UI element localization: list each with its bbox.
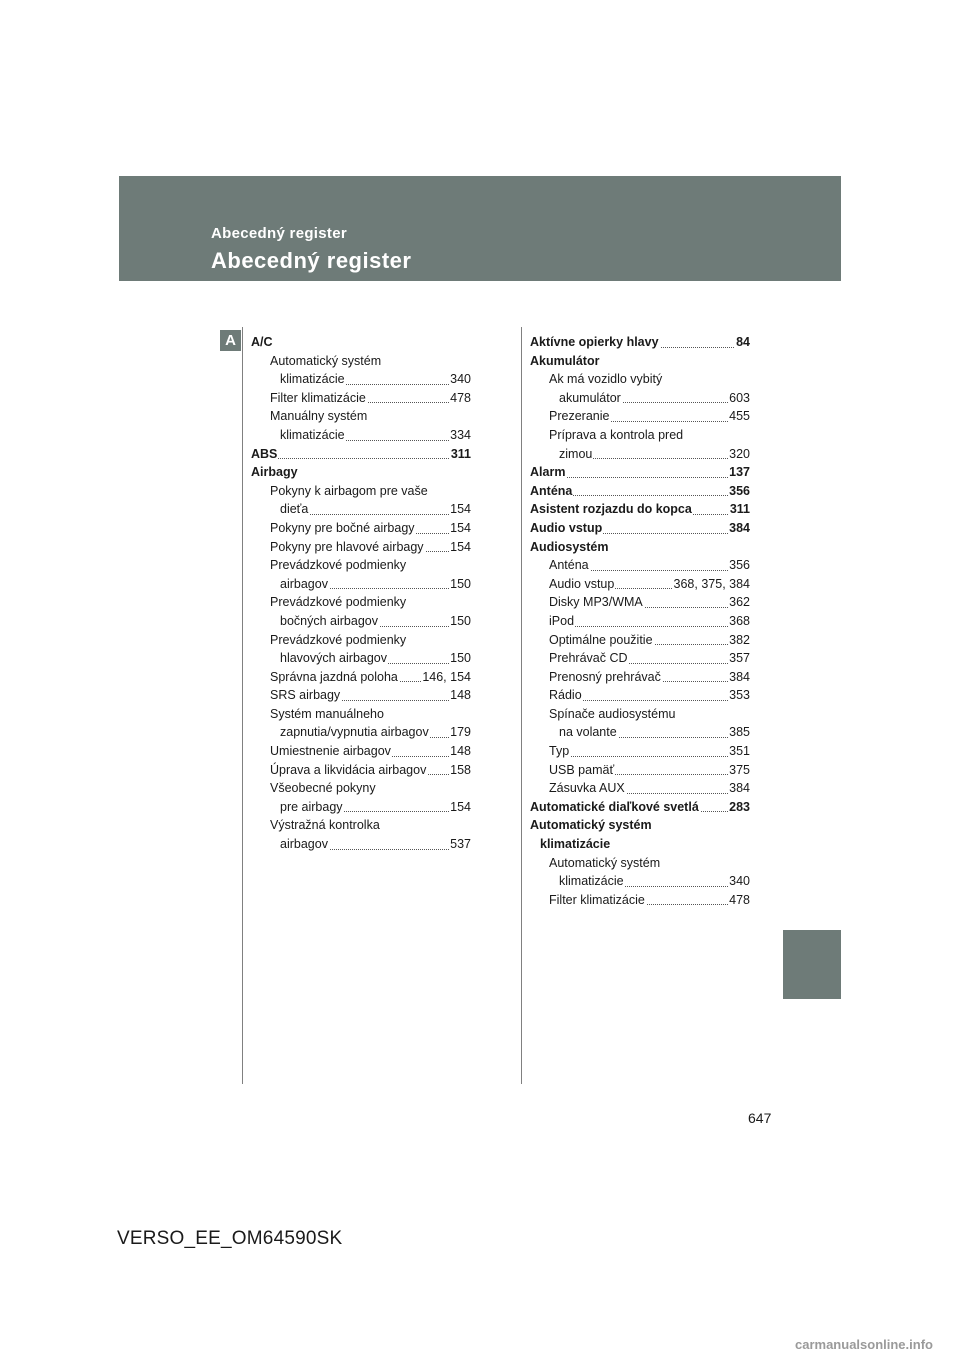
index-entry [549,742,750,761]
index-entry [270,407,471,426]
index-entry-term: airbagov [280,575,329,594]
index-entry-term: Pokyny k airbagom pre vaše [270,482,429,501]
dot-leader [251,458,471,459]
index-entry-page: 283 [728,798,750,817]
index-entry-term: Pokyny pre bočné airbagy [270,519,416,538]
index-entry [530,482,750,501]
index-entry [270,593,471,612]
index-entry-page: 357 [728,649,750,668]
index-entry [549,649,750,668]
index-entry-page: 362 [728,593,750,612]
index-entry-term: Rádio [549,686,583,705]
index-entry-term: Všeobecné pokyny [270,779,377,798]
index-entry-term: Pokyny pre hlavové airbagy [270,538,425,557]
index-entry-term: Zásuvka AUX [549,779,626,798]
index-entry [280,798,471,817]
index-entry-term: zapnutia/vypnutia airbagov [280,723,430,742]
index-entry [270,389,471,408]
index-entry-page: 353 [728,686,750,705]
section-header [119,176,841,281]
index-entry-term: Ak má vozidlo vybitý [549,370,663,389]
index-entry-term: klimatizácie [280,370,346,389]
index-entry-page: 340 [449,370,471,389]
index-entry [549,612,750,631]
index-entry-term: USB pamäť [549,761,615,780]
index-entry-page: 340 [728,872,750,891]
index-entry-page: 375 [728,761,750,780]
dot-leader [549,756,750,757]
index-entry-term: ABS [251,445,278,464]
index-entry [549,426,750,445]
index-entry-term: Airbagy [251,463,299,482]
index-entry-term: Systém manuálneho [270,705,385,724]
index-entry [559,389,750,408]
index-entry-page: 455 [728,407,750,426]
index-entry [549,705,750,724]
index-entry [549,761,750,780]
index-entry-term: hlavových airbagov [280,649,388,668]
index-entry-term: Automatický systém [270,352,382,371]
index-entry [530,538,750,557]
index-column-left [251,333,471,854]
index-entry-page: 137 [728,463,750,482]
index-entry-page: 148 [449,686,471,705]
index-entry-term: Automatické diaľkové svetlá [530,798,700,817]
index-entry-term: airbagov [280,835,329,854]
index-entry-term: Umiestnenie airbagov [270,742,392,761]
page-number: 647 [748,1110,772,1126]
index-entry [270,538,471,557]
index-column-right [530,333,750,909]
index-entry-term: Aktívne opierky hlavy [530,333,660,352]
index-entry [530,352,750,371]
section-side-tab [783,930,841,999]
index-entry-term: pre airbagy [280,798,344,817]
index-entry [549,854,750,873]
index-entry-term: klimatizácie [540,835,611,854]
index-entry-page: 311 [450,445,471,464]
index-entry [280,575,471,594]
index-entry-page: 368, 375, 384 [673,575,750,594]
index-entry-term: iPod [549,612,575,631]
index-entry [549,407,750,426]
index-entry [280,426,471,445]
index-entry-page: 150 [449,575,471,594]
index-entry-page: 320 [728,445,750,464]
index-entry-term: Alarm [530,463,566,482]
index-entry-term: Anténa [549,556,590,575]
index-entry [559,445,750,464]
index-entry-page: 179 [449,723,471,742]
index-entry [270,816,471,835]
index-entry [549,370,750,389]
index-entry [559,723,750,742]
index-entry-page: 150 [449,649,471,668]
column-divider-left [242,327,243,1084]
index-entry-page: 148 [449,742,471,761]
index-entry [280,370,471,389]
index-entry-term: Automatický systém [530,816,653,835]
index-entry [270,742,471,761]
index-entry [280,612,471,631]
index-entry-term: Audio vstup [530,519,603,538]
index-entry [549,891,750,910]
section-letter-badge: A [220,330,241,351]
index-entry-term: A/C [251,333,274,352]
index-entry [251,445,471,464]
index-entry-page: 154 [449,798,471,817]
index-entry-term: Úprava a likvidácia airbagov [270,761,427,780]
index-entry-term: Príprava a kontrola pred [549,426,684,445]
index-entry-term: Spínače audiosystému [549,705,676,724]
index-entry-page: 478 [728,891,750,910]
index-entry-term: dieťa [280,500,309,519]
index-entry [280,649,471,668]
index-entry [530,500,750,519]
column-divider-middle [521,327,522,1084]
index-entry-term: Výstražná kontrolka [270,816,381,835]
index-entry [270,761,471,780]
index-entry [549,668,750,687]
header-small-title: Abecedný register [211,225,347,242]
index-entry-term: Filter klimatizácie [270,389,367,408]
index-entry-term: na volante [559,723,618,742]
index-entry-term: Prevádzkové podmienky [270,631,407,650]
index-entry-term: Akumulátor [530,352,600,371]
index-entry [549,593,750,612]
index-entry-page: 150 [449,612,471,631]
watermark: carmanualsonline.info [795,1337,933,1352]
index-entry-term: Prevádzkové podmienky [270,593,407,612]
index-entry [549,556,750,575]
index-entry [270,519,471,538]
index-entry [251,463,471,482]
index-entry-term: Filter klimatizácie [549,891,646,910]
index-entry [530,816,750,835]
page-title: Abecedný register [211,248,412,273]
index-entry-page: 158 [449,761,471,780]
index-entry-page: 356 [728,556,750,575]
index-entry-page: 368 [728,612,750,631]
index-entry-page: 384 [728,519,750,538]
index-entry [549,686,750,705]
index-entry-term: klimatizácie [559,872,625,891]
index-entry-page: 384 [728,668,750,687]
index-entry [280,500,471,519]
index-entry-page: 385 [728,723,750,742]
index-entry-term: Prevádzkové podmienky [270,556,407,575]
index-entry-term: Audiosystém [530,538,610,557]
index-entry [549,575,750,594]
index-entry-term: Disky MP3/WMA [549,593,644,612]
index-entry-page: 382 [728,631,750,650]
index-entry [530,798,750,817]
index-entry-page: 311 [729,500,750,519]
index-entry-term: SRS airbagy [270,686,341,705]
index-entry-term: Optimálne použitie [549,631,654,650]
dot-leader [549,626,750,627]
index-entry [270,352,471,371]
index-entry-page: 154 [449,500,471,519]
index-entry-term: Automatický systém [549,854,661,873]
index-entry [270,779,471,798]
index-entry-term: Audio vstup [549,575,615,594]
index-entry [270,705,471,724]
index-entry [270,631,471,650]
index-entry-term: Prezeranie [549,407,610,426]
index-entry-term: Asistent rozjazdu do kopca [530,500,693,519]
index-entry [530,463,750,482]
index-entry-page: 537 [449,835,471,854]
index-entry [559,872,750,891]
index-entry-page: 154 [449,519,471,538]
index-entry-page: 603 [728,389,750,408]
index-entry-term: Správna jazdná poloha [270,668,399,687]
index-entry [530,519,750,538]
index-entry-term: Typ [549,742,570,761]
index-entry [549,779,750,798]
index-entry-term: akumulátor [559,389,622,408]
index-entry [280,723,471,742]
index-entry-page: 478 [449,389,471,408]
index-entry-term: klimatizácie [280,426,346,445]
index-entry [549,631,750,650]
index-entry-page: 384 [728,779,750,798]
index-entry [270,556,471,575]
index-entry-page: 154 [449,538,471,557]
index-entry-page: 334 [449,426,471,445]
index-entry-page: 146, 154 [421,668,471,687]
index-entry-term: Prehrávač CD [549,649,629,668]
index-entry-page: 84 [735,333,750,352]
index-entry [270,668,471,687]
index-entry [270,482,471,501]
index-entry-page: 356 [728,482,750,501]
index-entry [280,835,471,854]
index-entry [530,333,750,352]
index-entry-term: Manuálny systém [270,407,368,426]
index-entry-term: bočných airbagov [280,612,379,631]
index-entry [540,835,750,854]
index-entry-page: 351 [728,742,750,761]
index-entry-term: Anténa [530,482,573,501]
index-entry [270,686,471,705]
index-entry-term: zimou [559,445,593,464]
document-code: VERSO_EE_OM64590SK [117,1228,343,1249]
index-entry-term: Prenosný prehrávač [549,668,662,687]
index-entry [251,333,471,352]
